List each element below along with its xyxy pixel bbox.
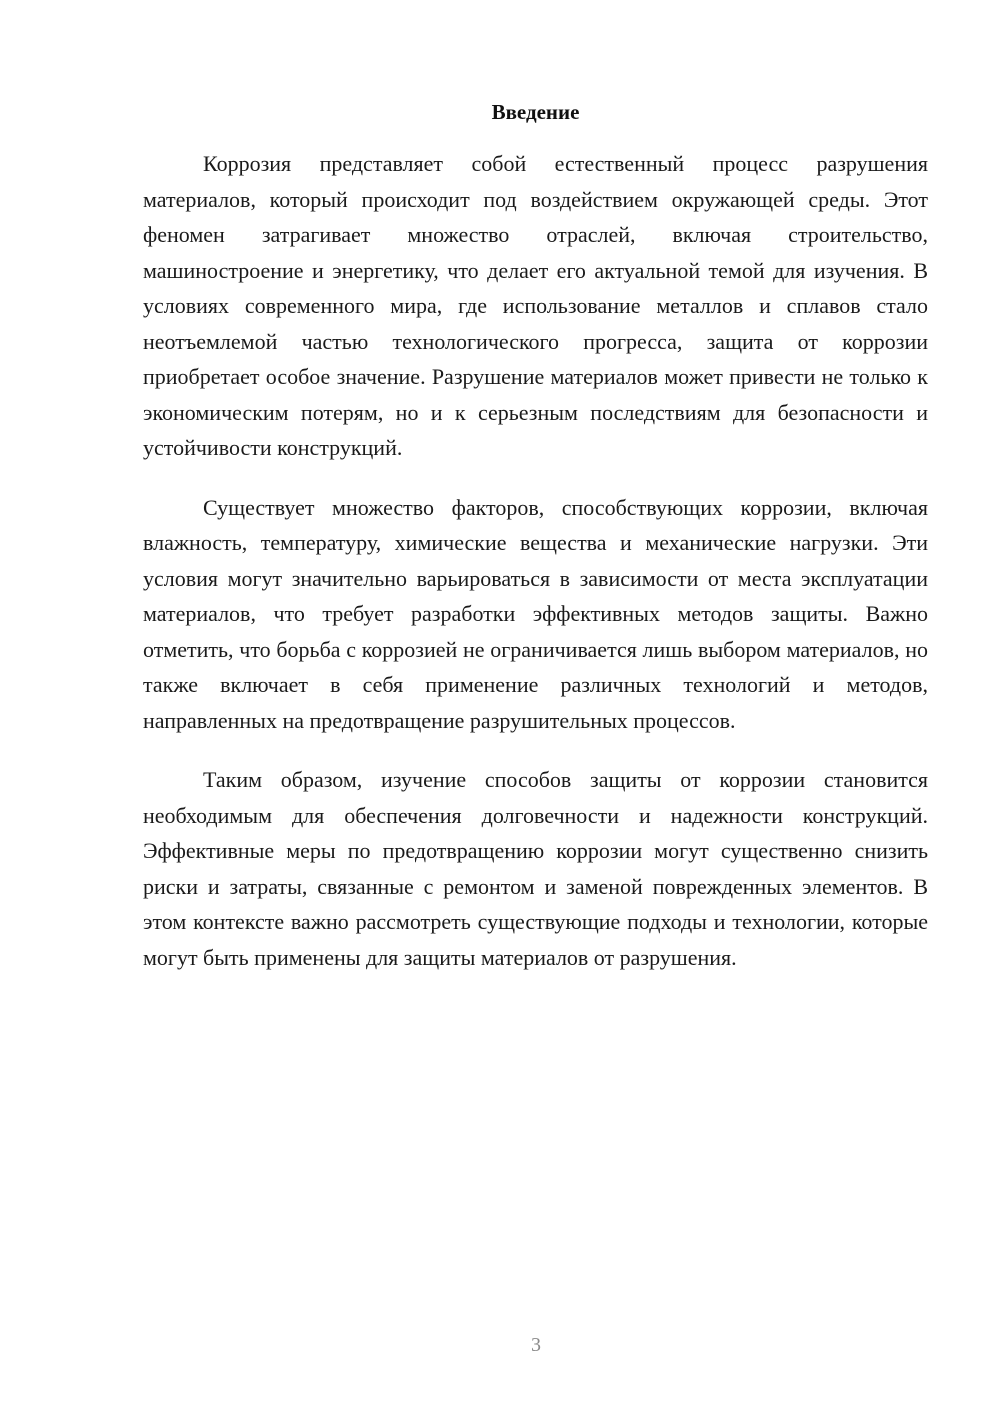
page-title: Введение xyxy=(491,100,580,124)
page-number: 3 xyxy=(531,1334,541,1356)
paragraph-1: Коррозия представляет собой естественный процесс разрушения материалов, который происходит под воздействием окружающей среды. Этот феномен затрагивает множество отраслей, включая строительство, машиностроение и энергетику, что делает его актуальной темой для изучения. В условиях современного мира, где использование металлов и сплавов стало неотъемлемой частью технологического прогресса, защита от коррозии приобретает особое значение. Разрушение материалов может привести не только к экономическим потерям, но и к серьезным последствиям для безопасности и устойчивости конструкций. xyxy=(143,151,928,460)
paragraph-3: Таким образом, изучение способов защиты от коррозии становится необходимым для обеспечения долговечности и надежности конструкций. Эффективные меры по предотвращению коррозии могут существенно снизить риски и затраты, связанные с ремонтом и заменой поврежденных элементов. В этом контексте важно рассмотреть существующие подходы и технологии, которые могут быть применены для защиты материалов от разрушения. xyxy=(143,767,928,970)
page-content xyxy=(143,98,928,999)
paragraph-2: Существует множество факторов, способствующих коррозии, включая влажность, температуру, химические вещества и механические нагрузки. Эти условия могут значительно варьироваться в зависимости от места эксплуатации материалов, что требует разработки эффективных методов защиты. Важно отметить, что борьба с коррозией не ограничивается лишь выбором материалов, но также включает в себя применение различных технологий и методов, направленных на предотвращение разрушительных процессов. xyxy=(143,494,928,733)
